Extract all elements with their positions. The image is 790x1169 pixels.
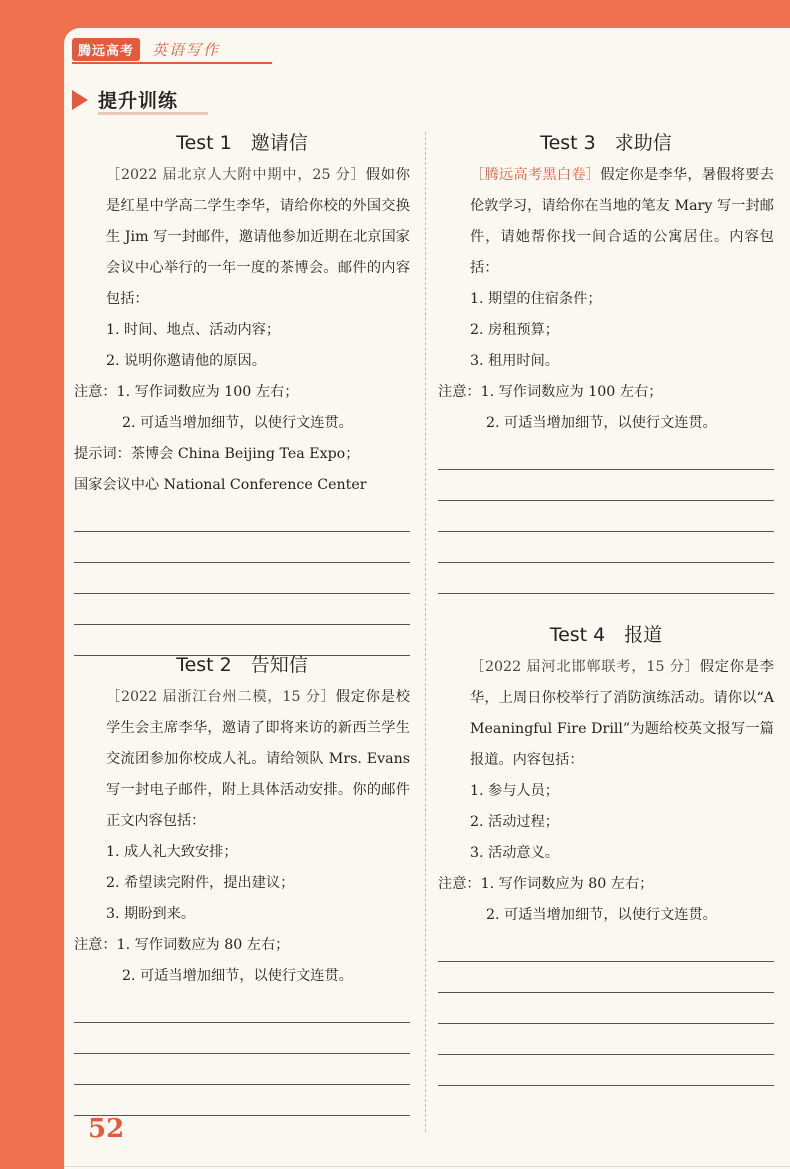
header-rule <box>72 62 272 64</box>
note: 注意：1. 写作词数应为 80 左右； <box>74 937 290 953</box>
writing-line[interactable] <box>74 532 410 563</box>
note: 2. 可适当增加细节，以使行文连贯。 <box>122 415 353 431</box>
test-source: ［2022 届河北邯郸联考，15 分］ <box>470 659 700 675</box>
writing-line[interactable] <box>438 439 774 470</box>
test-prompt-text: 假定你是李华，暑假将要去伦敦学习，请给你在当地的笔友 Mary 写一封邮件，请她帮你找一间合适的公寓居住。内容包括： <box>470 167 774 276</box>
writing-line[interactable] <box>74 563 410 594</box>
writing-line[interactable] <box>438 470 774 501</box>
writing-line[interactable] <box>438 501 774 532</box>
writing-line[interactable] <box>438 993 774 1024</box>
writing-line[interactable] <box>74 1023 410 1054</box>
list-item: 3. 期盼到来。 <box>106 906 195 922</box>
subject-label: 英语写作 <box>152 41 221 59</box>
writing-line[interactable] <box>74 992 410 1023</box>
hint: 提示词：茶博会 China Beijing Tea Expo； <box>74 446 360 462</box>
writing-line[interactable] <box>438 962 774 993</box>
note: 注意：1. 写作词数应为 80 左右； <box>438 876 654 892</box>
list-item: 1. 参与人员； <box>470 783 559 799</box>
test-title: Test 1 邀请信 <box>176 132 308 154</box>
writing-line[interactable] <box>438 563 774 594</box>
test-prompt-text: 假如你是红星中学高二学生李华，请给你校的外国交换生 Jim 写一封邮件，邀请他参加近期在北京国家会议中心举行的一年一度的茶博会。邮件的内容包括： <box>106 167 410 307</box>
test-2 <box>74 650 410 1116</box>
writing-line[interactable] <box>74 1054 410 1085</box>
test-4 <box>438 620 774 1086</box>
list-item: 1. 期望的住宿条件； <box>470 291 602 307</box>
section-title: 提升训练 <box>98 90 179 112</box>
test-source: ［腾远高考黑白卷］ <box>470 167 601 183</box>
test-source: ［2022 届北京人大附中期中，25 分］ <box>106 167 366 183</box>
writing-line[interactable] <box>74 594 410 625</box>
page-number: 52 <box>88 1114 125 1144</box>
writing-line[interactable] <box>74 501 410 532</box>
list-item: 2. 活动过程； <box>470 814 559 830</box>
test-prompt <box>74 160 410 315</box>
writing-line[interactable] <box>438 931 774 962</box>
bottom-rule <box>64 1166 790 1167</box>
test-title: Test 3 求助信 <box>540 132 672 154</box>
hint: 国家会议中心 National Conference Center <box>74 477 367 493</box>
writing-line[interactable] <box>438 532 774 563</box>
list-item: 3. 租用时间。 <box>470 353 559 369</box>
test-prompt <box>438 652 774 776</box>
brand-logo: 腾远高考 <box>72 38 140 61</box>
list-item: 1. 时间、地点、活动内容； <box>106 322 281 338</box>
note: 注意：1. 写作词数应为 100 左右； <box>74 384 299 400</box>
test-3 <box>438 128 774 594</box>
list-item: 2. 房租预算； <box>470 322 559 338</box>
test-source: ［2022 届浙江台州二模，15 分］ <box>106 689 336 705</box>
test-1 <box>74 128 410 656</box>
list-item: 1. 成人礼大致安排； <box>106 844 238 860</box>
test-prompt <box>438 160 774 284</box>
test-prompt-text: 假定你是李华，上周日你校举行了消防演练活动。请你以“A Meaningful Fire Drill”为题给校英文报写一篇报道。内容包括： <box>470 659 774 768</box>
writing-line[interactable] <box>438 1055 774 1086</box>
note: 2. 可适当增加细节，以使行文连贯。 <box>486 415 717 431</box>
section-heading <box>72 86 178 113</box>
note: 注意：1. 写作词数应为 100 左右； <box>438 384 663 400</box>
header <box>72 38 220 61</box>
column-divider <box>425 132 426 1132</box>
test-prompt-text: 假定你是校学生会主席李华，邀请了即将来访的新西兰学生交流团参加你校成人礼。请给领队 Mrs. Evans 写一封电子邮件，附上具体活动安排。你的邮件正文内容包括： <box>106 689 410 829</box>
test-prompt <box>74 682 410 837</box>
section-underline <box>98 112 208 115</box>
list-item: 2. 说明你邀请他的原因。 <box>106 353 266 369</box>
test-title: Test 4 报道 <box>549 624 663 646</box>
list-item: 3. 活动意义。 <box>470 845 559 861</box>
triangle-icon <box>72 90 88 110</box>
writing-line[interactable] <box>74 1085 410 1116</box>
note: 2. 可适当增加细节，以使行文连贯。 <box>122 968 353 984</box>
test-title: Test 2 告知信 <box>176 654 308 676</box>
page <box>64 28 790 1169</box>
list-item: 2. 希望读完附件，提出建议； <box>106 875 295 891</box>
note: 2. 可适当增加细节，以使行文连贯。 <box>486 907 717 923</box>
writing-line[interactable] <box>438 1024 774 1055</box>
